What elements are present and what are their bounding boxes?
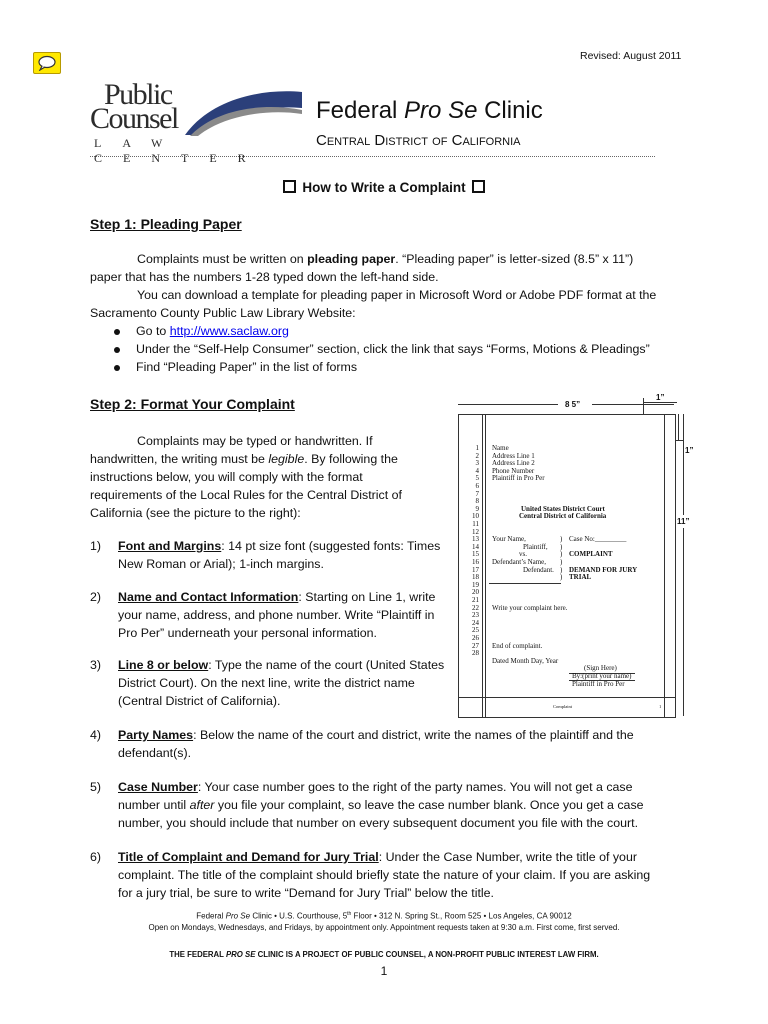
header-divider: [90, 156, 655, 157]
dimension-width-label: 8 5”: [565, 400, 581, 409]
step1-para2-line1: You can download a template for pleading paper in Microsoft Word or Adobe PDF format at the: [137, 288, 657, 302]
item-line: [118, 778, 633, 796]
line-number: 28: [472, 649, 479, 658]
title-prefix: Federal: [316, 97, 405, 124]
public-counsel-logo: [90, 78, 305, 165]
text-run: Complaints must be written on: [137, 252, 308, 266]
item-label: Font and Margins: [118, 539, 222, 553]
pl-pip: Plaintiff in Pro Per: [572, 679, 625, 688]
line-number: 12: [472, 527, 479, 536]
dimension-line: [643, 402, 677, 403]
step2-intro-line4: requirements of the Local Rules for the Central District of: [90, 488, 402, 502]
step1-para1-line2: paper that has the numbers 1-28 typed down the left-hand side.: [90, 270, 439, 284]
list-item-court-name: [90, 656, 450, 712]
text-run-bold: pleading paper: [307, 252, 396, 266]
item-line: [118, 848, 637, 866]
text-run: Federal: [196, 911, 226, 921]
line-number: 25: [472, 626, 479, 635]
box-bullet-icon: [283, 180, 296, 193]
item-label: Party Names: [118, 728, 194, 742]
line-number: 3: [475, 459, 479, 468]
list-item-title-jury: [90, 848, 690, 904]
box-bullet-icon: [472, 180, 485, 193]
pl-demand-jury: DEMAND FOR JURY: [569, 565, 638, 574]
pl-end: End of complaint.: [492, 641, 543, 650]
list-item: [114, 358, 357, 376]
item-label: Name and Contact Information: [118, 590, 299, 604]
pl-write-here: Write your complaint here.: [492, 603, 568, 612]
margin-line: [485, 415, 486, 717]
list-item: [114, 322, 289, 340]
item-line: defendant(s).: [118, 746, 192, 760]
step1-heading: Step 1: Pleading Paper: [90, 216, 242, 232]
pl-defendant-name: Defendant’s Name,: [492, 558, 547, 566]
pl-footer-line: [459, 697, 675, 698]
item-text: : Your case number goes to the right of the party names. You will not get a case: [197, 780, 633, 794]
dimension-top-margin-label: 1”: [656, 393, 665, 402]
item-number: 1): [90, 539, 102, 553]
dimension-right-margin-label: 1”: [685, 446, 694, 455]
bullet-icon: [114, 329, 120, 335]
title-suffix: Clinic: [477, 97, 543, 124]
bullet-icon: [114, 347, 120, 353]
line-number: 20: [472, 588, 479, 597]
item-text: : 14 pt size font (suggested fonts: Times: [221, 539, 441, 553]
saclaw-link[interactable]: http://www.saclaw.org: [169, 324, 289, 338]
step1-para1-line1: [137, 250, 633, 268]
text-run: CLINIC IS A PROJECT OF PUBLIC COUNSEL, A NON-PROFIT PUBLIC INTEREST LAW FIRM.: [255, 950, 599, 959]
margin-line: [664, 415, 665, 717]
logo-law-center: LAW CENTER: [94, 136, 267, 165]
list-item: [114, 340, 650, 358]
line-number: 21: [472, 596, 479, 604]
list-item-case-number: [90, 778, 690, 834]
pl-plaintiff: Plaintiff,: [523, 542, 548, 551]
pl-name: Name: [492, 444, 509, 452]
step2-intro-line3: instructions below, you will comply with the format: [90, 470, 363, 484]
pl-your-name: Your Name,: [492, 535, 526, 544]
line-number: 4: [475, 466, 479, 475]
bullet-text: Under the “Self-Help Consumer” section, click the link that says “Forms, Motions & Pleadings”: [136, 342, 650, 356]
pl-paren: ): [560, 558, 563, 566]
pl-defendant: Defendant.: [523, 565, 554, 574]
dimension-line: [678, 414, 679, 440]
pleading-paper-figure: [458, 414, 676, 718]
step1-para2-line2: Sacramento County Public Law Library Website:: [90, 306, 356, 320]
item-text: number until: [118, 798, 190, 812]
pl-sign: (Sign Here): [584, 664, 617, 673]
dimension-line: [458, 404, 558, 405]
item-number: 2): [90, 590, 102, 604]
list-item-contact-info: [90, 588, 450, 644]
text-run-italic: legible: [268, 452, 305, 466]
line-number: 27: [472, 641, 479, 650]
title-italic: Pro Se: [404, 97, 478, 124]
pl-caption-line: [489, 583, 561, 584]
pl-case-no: Case No:_________: [569, 535, 627, 544]
document-title: [0, 180, 768, 195]
pl-paren: ): [560, 573, 563, 582]
line-number: 22: [472, 603, 479, 612]
pl-court: United States District Court: [521, 504, 605, 513]
item-line: number, you should include that number on every subsequent document you file with the court.: [118, 816, 639, 830]
item-line: Pro Per” underneath your personal information.: [118, 626, 377, 640]
text-run-italic: PRO SE: [225, 950, 256, 959]
pl-paren: ): [560, 535, 563, 544]
dimension-height-label: 11”: [677, 517, 690, 526]
line-number: 13: [472, 535, 479, 544]
text-run: Floor • 312 N. Spring St., Room 525 • Los Angeles, CA 90012: [351, 911, 572, 921]
line-number: 8: [475, 497, 479, 506]
revised-date: Revised: August 2011: [580, 50, 682, 62]
line-number: 24: [472, 618, 479, 627]
text-run: . “Pleading paper” is letter-sized (8.5” x 11”): [395, 252, 634, 266]
item-number: 3): [90, 658, 102, 672]
pl-phone: Phone Number: [492, 466, 535, 475]
item-text: you file your complaint, so leave the case number blank. Once you get a case: [214, 798, 644, 812]
pl-trial: TRIAL: [569, 573, 592, 582]
item-line: your name, address, and phone number. Write “Plaintiff in: [118, 608, 435, 622]
step2-heading: Step 2: Format Your Complaint: [90, 396, 295, 412]
item-line: [118, 588, 435, 606]
line-number: 9: [475, 504, 479, 513]
clinic-title: [316, 97, 543, 125]
comment-icon[interactable]: [33, 52, 61, 74]
item-line: [118, 796, 644, 814]
item-line: (Central District of California).: [118, 694, 281, 708]
footer-hours: Open on Mondays, Wednesdays, and Fridays, by appointment only. Appointment requests taken at 9:30 a.m. First come, first served.: [148, 923, 620, 932]
item-number: 6): [90, 850, 102, 864]
list-item-font-margins: [90, 537, 450, 577]
bullet-icon: [114, 365, 120, 371]
item-line: [118, 537, 440, 555]
pl-complaint-title: COMPLAINT: [569, 550, 613, 559]
dimension-line: [592, 404, 674, 405]
dimension-line: [683, 414, 684, 716]
item-text-italic: after: [189, 798, 215, 812]
pl-address1: Address Line 1: [492, 451, 535, 460]
document-title-text: How to Write a Complaint: [302, 180, 466, 195]
pl-vs: vs.: [519, 550, 527, 559]
pl-address2: Address Line 2: [492, 459, 535, 468]
logo-word-counsel: Counsel: [90, 102, 178, 135]
line-number: 7: [475, 489, 479, 498]
line-number: 23: [472, 611, 479, 620]
bullet-text: Go to: [136, 324, 170, 338]
pl-pro-per: Plaintiff in Pro Per: [492, 474, 545, 483]
item-number: 4): [90, 728, 102, 742]
step2-intro-line2: [90, 450, 398, 468]
item-text: : Starting on Line 1, write: [298, 590, 436, 604]
item-line: complaint. The title of the complaint should briefly state the nature of your claim. If you are asking: [118, 868, 651, 882]
pl-paren: ): [560, 565, 563, 574]
line-number: 16: [472, 558, 479, 566]
margin-line: [482, 415, 483, 717]
item-label: Case Number: [118, 780, 198, 794]
text-run-italic: Pro Se: [225, 911, 251, 921]
text-run-sup: th: [347, 911, 352, 917]
line-number: 19: [472, 580, 479, 589]
item-line: [118, 656, 444, 674]
page-number: 1: [380, 964, 388, 978]
line-number: 26: [472, 634, 479, 642]
step2-intro-line1: Complaints may be typed or handwritten. If: [137, 434, 373, 448]
pl-dated: Dated Month Day, Year: [492, 656, 559, 665]
text-run: handwritten, the writing must be: [90, 452, 269, 466]
item-line: New Roman or Arial); 1-inch margins.: [118, 557, 324, 571]
line-number: 15: [472, 550, 479, 559]
pl-paren: ): [560, 550, 563, 559]
item-line: District Court). On the next line, write the district name: [118, 676, 415, 690]
item-label: Line 8 or below: [118, 658, 209, 672]
footer-address: [0, 911, 768, 921]
footer-project-note: [0, 950, 768, 959]
line-number: 5: [475, 474, 479, 483]
logo-word-public: Public: [104, 78, 172, 111]
line-number: 18: [472, 573, 479, 582]
text-run: Clinic • U.S. Courthouse, 5: [250, 911, 348, 921]
item-number: 5): [90, 780, 102, 794]
pl-district: Central District of California: [519, 512, 607, 521]
line-number: 1: [475, 444, 479, 452]
pl-by: By:(print your name): [572, 672, 632, 680]
line-number: 6: [475, 482, 479, 490]
item-label: Title of Complaint and Demand for Jury Trial: [118, 850, 379, 864]
text-run: . By following the: [304, 452, 398, 466]
line-number: 14: [472, 542, 479, 551]
item-text: : Type the name of the court (United States: [208, 658, 445, 672]
bullet-text: Find “Pleading Paper” in the list of forms: [136, 360, 358, 374]
pl-footer-left: Complaint: [553, 704, 572, 709]
pl-paren: ): [560, 542, 563, 551]
line-number: 11: [472, 520, 479, 528]
line-number: 10: [472, 512, 479, 521]
item-line: for a jury trial, be sure to write “Demand for Jury Trial” below the title.: [118, 886, 494, 900]
item-text: : Below the name of the court and district, write the names of the plaintiff and the: [193, 728, 634, 742]
item-text: : Under the Case Number, write the title of your: [378, 850, 637, 864]
item-line: [118, 726, 634, 744]
list-item-party-names: [90, 726, 690, 764]
district-subtitle: Central District of California: [316, 132, 521, 149]
line-number: 2: [475, 451, 479, 460]
line-number: 17: [472, 565, 479, 574]
pl-footer-right: 1: [659, 704, 662, 709]
step2-intro-line5: California (see the picture to the right):: [90, 506, 301, 520]
text-run: THE FEDERAL: [169, 950, 226, 959]
